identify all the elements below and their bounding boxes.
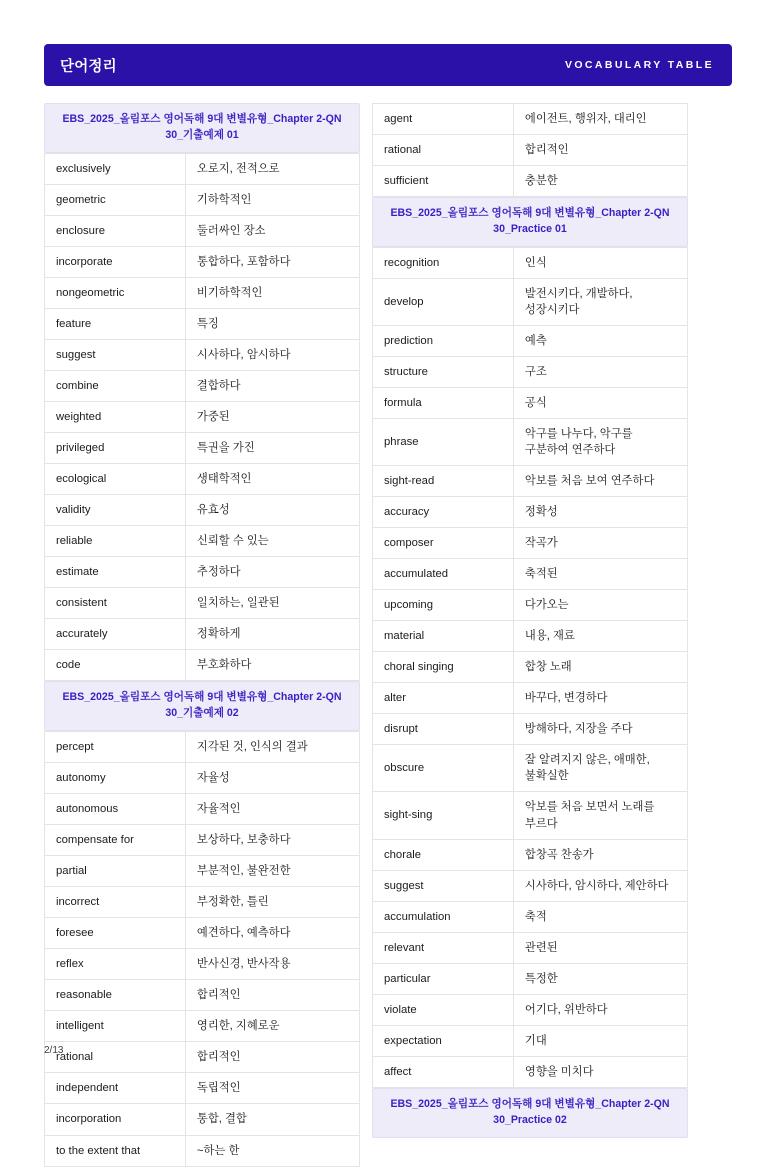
- meaning-cell: ~하는 한: [185, 1135, 359, 1166]
- meaning-cell: 부분적인, 불완전한: [185, 856, 359, 887]
- banner-title: 단어정리: [60, 58, 117, 75]
- term-cell: combine: [45, 371, 186, 402]
- vocabulary-block: [372, 197, 688, 1088]
- term-cell: intelligent: [45, 1011, 186, 1042]
- meaning-cell: 독립적인: [185, 1073, 359, 1104]
- table-row: [373, 247, 688, 278]
- table-row: [45, 402, 360, 433]
- table-row: [45, 308, 360, 339]
- meaning-cell: 정확하게: [185, 619, 359, 650]
- meaning-cell: 충분한: [513, 166, 687, 197]
- table-row: [373, 1056, 688, 1087]
- table-row: [45, 619, 360, 650]
- term-cell: accurately: [45, 619, 186, 650]
- meaning-cell: 합창곡 찬송가: [513, 839, 687, 870]
- table-row: [373, 870, 688, 901]
- meaning-cell: 방해하다, 지장을 주다: [513, 714, 687, 745]
- table-row: [373, 135, 688, 166]
- term-cell: validity: [45, 495, 186, 526]
- table-row: [373, 963, 688, 994]
- table-row: [45, 153, 360, 184]
- vocabulary-block: [44, 681, 360, 1166]
- meaning-cell: 관련된: [513, 932, 687, 963]
- term-cell: sight-sing: [373, 792, 514, 839]
- meaning-cell: 발전시키다, 개발하다, 성장시키다: [513, 278, 687, 325]
- term-cell: rational: [373, 135, 514, 166]
- meaning-cell: 합리적인: [513, 135, 687, 166]
- table-row: [373, 325, 688, 356]
- meaning-cell: 바꾸다, 변경하다: [513, 683, 687, 714]
- meaning-cell: 가중된: [185, 402, 359, 433]
- meaning-cell: 특권을 가진: [185, 433, 359, 464]
- table-row: [45, 526, 360, 557]
- term-cell: affect: [373, 1056, 514, 1087]
- term-cell: accuracy: [373, 497, 514, 528]
- table-row: [45, 557, 360, 588]
- vocabulary-table: [44, 731, 360, 1166]
- meaning-cell: 영향을 미치다: [513, 1056, 687, 1087]
- table-row: [373, 559, 688, 590]
- banner-subtitle: VOCABULARY TABLE: [564, 59, 714, 71]
- term-cell: sight-read: [373, 466, 514, 497]
- term-cell: sufficient: [373, 166, 514, 197]
- table-row: [373, 714, 688, 745]
- table-row: [373, 932, 688, 963]
- meaning-cell: 부정확한, 틀린: [185, 887, 359, 918]
- term-cell: incorrect: [45, 887, 186, 918]
- term-cell: autonomy: [45, 763, 186, 794]
- meaning-cell: 지각된 것, 인식의 결과: [185, 732, 359, 763]
- term-cell: reflex: [45, 949, 186, 980]
- vocabulary-block: [372, 1088, 688, 1138]
- term-cell: accumulated: [373, 559, 514, 590]
- table-row: [45, 495, 360, 526]
- table-row: [45, 215, 360, 246]
- meaning-cell: 오로지, 전적으로: [185, 153, 359, 184]
- meaning-cell: 악구를 나누다, 악구를 구분하여 연주하다: [513, 419, 687, 466]
- term-cell: suggest: [45, 339, 186, 370]
- meaning-cell: 부호화하다: [185, 650, 359, 681]
- table-row: [45, 1104, 360, 1135]
- term-cell: structure: [373, 357, 514, 388]
- table-row: [45, 1011, 360, 1042]
- table-row: [373, 745, 688, 792]
- table-row: [373, 994, 688, 1025]
- meaning-cell: 기하학적인: [185, 184, 359, 215]
- table-row: [373, 466, 688, 497]
- meaning-cell: 합창 노래: [513, 652, 687, 683]
- meaning-cell: 시사하다, 암시하다: [185, 339, 359, 370]
- table-row: [45, 763, 360, 794]
- table-row: [45, 1073, 360, 1104]
- meaning-cell: 어기다, 위반하다: [513, 994, 687, 1025]
- term-cell: develop: [373, 278, 514, 325]
- vocabulary-block: [44, 103, 360, 681]
- term-cell: partial: [45, 856, 186, 887]
- term-cell: formula: [373, 388, 514, 419]
- table-row: [373, 357, 688, 388]
- table-row: [45, 887, 360, 918]
- term-cell: choral singing: [373, 652, 514, 683]
- term-cell: accumulation: [373, 901, 514, 932]
- table-row: [45, 918, 360, 949]
- vocabulary-table: [372, 103, 688, 197]
- table-row: [45, 277, 360, 308]
- term-cell: violate: [373, 994, 514, 1025]
- meaning-cell: 합리적인: [185, 1042, 359, 1073]
- table-row: [373, 621, 688, 652]
- term-cell: geometric: [45, 184, 186, 215]
- term-cell: material: [373, 621, 514, 652]
- section-header: EBS_2025_올림포스 영어독해 9대 변별유형_Chapter 2-QN 30_Practice 01: [372, 197, 688, 247]
- meaning-cell: 특징: [185, 308, 359, 339]
- page-number: 2/13: [44, 1045, 64, 1056]
- term-cell: recognition: [373, 247, 514, 278]
- vocabulary-block: [372, 103, 688, 197]
- term-cell: composer: [373, 528, 514, 559]
- term-cell: rational: [45, 1042, 186, 1073]
- section-header: EBS_2025_올림포스 영어독해 9대 변별유형_Chapter 2-QN 30_기출예제 01: [44, 103, 360, 153]
- meaning-cell: 반사신경, 반사작용: [185, 949, 359, 980]
- vocabulary-columns: [44, 103, 732, 1167]
- term-cell: incorporation: [45, 1104, 186, 1135]
- term-cell: prediction: [373, 325, 514, 356]
- meaning-cell: 일치하는, 일관된: [185, 588, 359, 619]
- meaning-cell: 에이전트, 행위자, 대리인: [513, 104, 687, 135]
- table-row: [373, 683, 688, 714]
- term-cell: alter: [373, 683, 514, 714]
- meaning-cell: 통합, 결합: [185, 1104, 359, 1135]
- meaning-cell: 악보를 처음 보여 연주하다: [513, 466, 687, 497]
- meaning-cell: 합리적인: [185, 980, 359, 1011]
- meaning-cell: 잘 알려지지 않은, 애매한, 불확실한: [513, 745, 687, 792]
- meaning-cell: 자율성: [185, 763, 359, 794]
- term-cell: suggest: [373, 870, 514, 901]
- table-row: [45, 794, 360, 825]
- meaning-cell: 둘러싸인 장소: [185, 215, 359, 246]
- term-cell: code: [45, 650, 186, 681]
- table-row: [45, 464, 360, 495]
- meaning-cell: 보상하다, 보충하다: [185, 825, 359, 856]
- term-cell: relevant: [373, 932, 514, 963]
- term-cell: obscure: [373, 745, 514, 792]
- term-cell: weighted: [45, 402, 186, 433]
- table-row: [373, 388, 688, 419]
- term-cell: foresee: [45, 918, 186, 949]
- meaning-cell: 자율적인: [185, 794, 359, 825]
- left-column: [44, 103, 360, 1167]
- term-cell: percept: [45, 732, 186, 763]
- table-row: [45, 650, 360, 681]
- meaning-cell: 내용, 재료: [513, 621, 687, 652]
- meaning-cell: 생태학적인: [185, 464, 359, 495]
- meaning-cell: 작곡가: [513, 528, 687, 559]
- meaning-cell: 다가오는: [513, 590, 687, 621]
- meaning-cell: 결합하다: [185, 371, 359, 402]
- term-cell: reliable: [45, 526, 186, 557]
- meaning-cell: 축적: [513, 901, 687, 932]
- table-row: [45, 184, 360, 215]
- table-row: [45, 1042, 360, 1073]
- meaning-cell: 추정하다: [185, 557, 359, 588]
- meaning-cell: 유효성: [185, 495, 359, 526]
- term-cell: exclusively: [45, 153, 186, 184]
- term-cell: disrupt: [373, 714, 514, 745]
- term-cell: phrase: [373, 419, 514, 466]
- term-cell: agent: [373, 104, 514, 135]
- term-cell: chorale: [373, 839, 514, 870]
- meaning-cell: 시사하다, 암시하다, 제안하다: [513, 870, 687, 901]
- table-row: [45, 371, 360, 402]
- meaning-cell: 공식: [513, 388, 687, 419]
- term-cell: enclosure: [45, 215, 186, 246]
- meaning-cell: 기대: [513, 1025, 687, 1056]
- meaning-cell: 영리한, 지혜로운: [185, 1011, 359, 1042]
- table-row: [45, 246, 360, 277]
- table-row: [45, 433, 360, 464]
- term-cell: to the extent that: [45, 1135, 186, 1166]
- term-cell: estimate: [45, 557, 186, 588]
- table-row: [373, 528, 688, 559]
- meaning-cell: 인식: [513, 247, 687, 278]
- term-cell: expectation: [373, 1025, 514, 1056]
- table-row: [373, 104, 688, 135]
- meaning-cell: 예견하다, 예측하다: [185, 918, 359, 949]
- term-cell: ecological: [45, 464, 186, 495]
- table-row: [45, 339, 360, 370]
- table-row: [45, 949, 360, 980]
- table-row: [45, 732, 360, 763]
- table-row: [45, 825, 360, 856]
- vocabulary-table: [44, 153, 360, 682]
- table-row: [373, 497, 688, 528]
- meaning-cell: 축적된: [513, 559, 687, 590]
- table-row: [45, 588, 360, 619]
- table-row: [373, 278, 688, 325]
- meaning-cell: 신뢰할 수 있는: [185, 526, 359, 557]
- section-header: EBS_2025_올림포스 영어독해 9대 변별유형_Chapter 2-QN 30_기출예제 02: [44, 681, 360, 731]
- meaning-cell: 비기하학적인: [185, 277, 359, 308]
- right-column: [372, 103, 688, 1138]
- table-row: [373, 792, 688, 839]
- meaning-cell: 특정한: [513, 963, 687, 994]
- meaning-cell: 악보를 처음 보면서 노래를 부르다: [513, 792, 687, 839]
- term-cell: autonomous: [45, 794, 186, 825]
- table-row: [373, 901, 688, 932]
- meaning-cell: 통합하다, 포함하다: [185, 246, 359, 277]
- term-cell: privileged: [45, 433, 186, 464]
- vocabulary-table: [372, 247, 688, 1088]
- term-cell: reasonable: [45, 980, 186, 1011]
- term-cell: nongeometric: [45, 277, 186, 308]
- meaning-cell: 구조: [513, 357, 687, 388]
- term-cell: consistent: [45, 588, 186, 619]
- table-row: [45, 980, 360, 1011]
- meaning-cell: 정확성: [513, 497, 687, 528]
- term-cell: compensate for: [45, 825, 186, 856]
- table-row: [45, 856, 360, 887]
- table-row: [45, 1135, 360, 1166]
- table-row: [373, 166, 688, 197]
- term-cell: incorporate: [45, 246, 186, 277]
- term-cell: feature: [45, 308, 186, 339]
- term-cell: upcoming: [373, 590, 514, 621]
- page-banner: [44, 44, 732, 86]
- table-row: [373, 1025, 688, 1056]
- meaning-cell: 예측: [513, 325, 687, 356]
- term-cell: particular: [373, 963, 514, 994]
- table-row: [373, 839, 688, 870]
- table-row: [373, 652, 688, 683]
- table-row: [373, 419, 688, 466]
- table-row: [373, 590, 688, 621]
- section-header: EBS_2025_올림포스 영어독해 9대 변별유형_Chapter 2-QN 30_Practice 02: [372, 1088, 688, 1138]
- term-cell: independent: [45, 1073, 186, 1104]
